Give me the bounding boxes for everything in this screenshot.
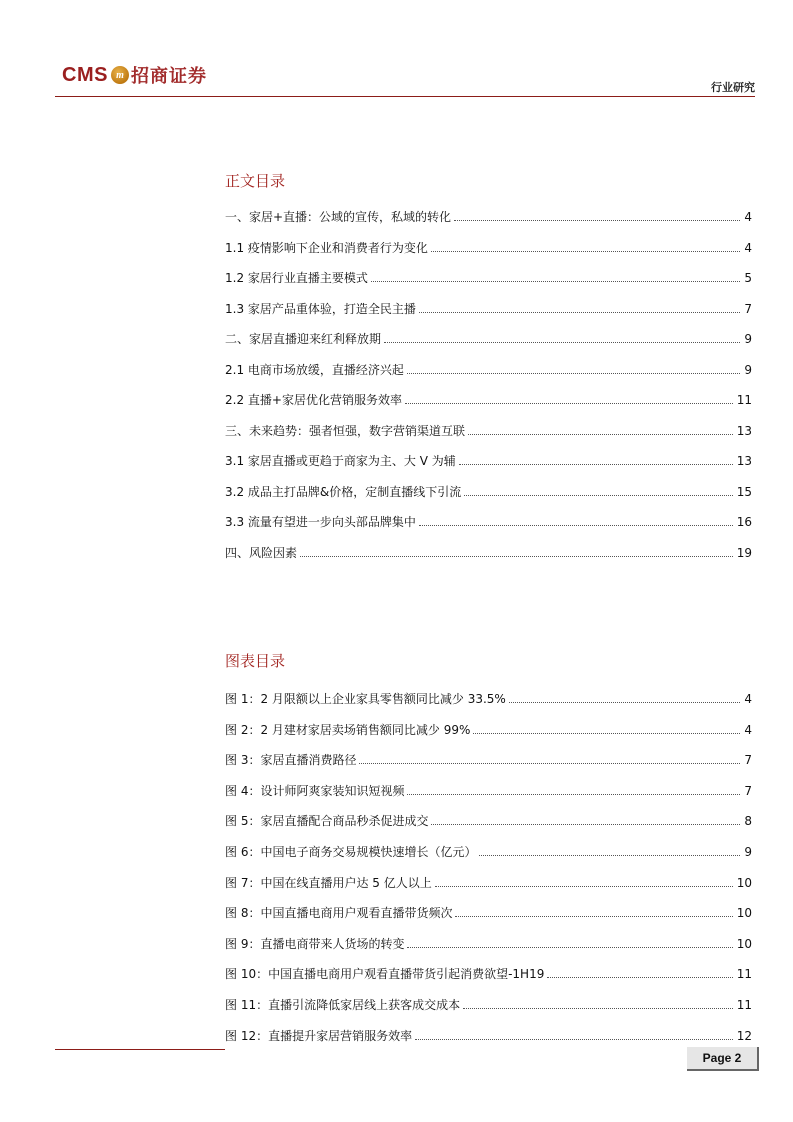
entry-page-number: 10	[736, 936, 752, 951]
figure-entry[interactable]	[225, 809, 752, 829]
cms-logo	[62, 62, 207, 88]
dot-leader	[431, 824, 740, 825]
figure-entry[interactable]	[225, 1024, 752, 1044]
entry-label: 三、未来趋势：强者恒强，数字营销渠道互联	[225, 423, 466, 438]
entry-page-number: 19	[736, 545, 752, 560]
dot-leader	[371, 281, 740, 282]
entry-label: 图 10：中国直播电商用户观看直播带货引起消费欲望-1H19	[225, 967, 545, 982]
entry-page-number: 11	[736, 967, 752, 982]
dot-leader	[468, 434, 733, 435]
entry-page-number: 8	[744, 814, 752, 829]
footer-divider	[55, 1049, 225, 1050]
report-type-tag: 行业研究	[711, 81, 755, 94]
figure-entry[interactable]	[225, 748, 752, 768]
toc-entry[interactable]	[225, 480, 752, 500]
entry-label: 一、家居+直播：公域的宣传，私域的转化	[225, 210, 452, 224]
dot-leader	[455, 916, 732, 917]
dot-leader	[407, 794, 740, 795]
entry-page-number: 13	[736, 423, 752, 438]
entry-label: 图 12：直播提升家居营销服务效率	[225, 1028, 413, 1043]
toc-entry[interactable]	[225, 205, 752, 225]
entry-label: 四、风险因素	[225, 545, 298, 560]
toc-title: 正文目录	[225, 172, 286, 190]
entry-label: 二、家居直播迎来红利释放期	[225, 332, 382, 346]
dot-leader	[431, 251, 740, 252]
entry-label: 3.1 家居直播或更趋于商家为主、大 V 为辅	[225, 454, 456, 468]
entry-label: 1.3 家居产品重体验，打造全民主播	[225, 301, 416, 316]
entry-label: 2.1 电商市场放缓，直播经济兴起	[225, 362, 404, 377]
figure-entry[interactable]	[225, 779, 752, 799]
entry-label: 图 1：2 月限额以上企业家具零售额同比减少 33.5%	[225, 692, 506, 706]
figure-entry[interactable]	[225, 993, 752, 1013]
entry-label: 图 8：中国直播电商用户观看直播带货频次	[225, 906, 453, 921]
dot-leader	[300, 556, 733, 557]
entry-page-number: 12	[736, 1028, 752, 1043]
dot-leader	[419, 312, 740, 313]
toc-entry[interactable]	[225, 297, 752, 317]
toc-list	[225, 205, 752, 571]
dot-leader	[479, 855, 740, 856]
entry-page-number: 16	[736, 515, 752, 529]
entry-page-number: 11	[736, 997, 752, 1012]
entry-label: 2.2 直播+家居优化营销服务效率	[225, 393, 402, 407]
entry-label: 图 3：家居直播消费路径	[225, 753, 357, 768]
figure-entry[interactable]	[225, 962, 752, 982]
dot-leader	[419, 525, 733, 526]
entry-label: 3.2 成品主打品牌&价格，定制直播线下引流	[225, 484, 462, 499]
dot-leader	[459, 464, 733, 465]
dot-leader	[473, 733, 740, 734]
entry-label: 图 9：直播电商带来人货场的转变	[225, 936, 405, 951]
dot-leader	[384, 342, 740, 343]
entry-page-number: 13	[736, 454, 752, 468]
toc-entry[interactable]	[225, 266, 752, 286]
entry-label: 1.1 疫情影响下企业和消费者行为变化	[225, 240, 428, 255]
entry-label: 图 2：2 月建材家居卖场销售额同比减少 99%	[225, 722, 471, 737]
figure-entry[interactable]	[225, 871, 752, 891]
dot-leader	[407, 947, 732, 948]
toc-entry[interactable]	[225, 510, 752, 530]
toc-entry[interactable]	[225, 236, 752, 256]
entry-label: 图 7：中国在线直播用户达 5 亿人以上	[225, 875, 432, 890]
dot-leader	[454, 220, 740, 221]
entry-page-number: 9	[744, 844, 752, 859]
entry-label: 图 6：中国电子商务交易规模快速增长（亿元）	[225, 844, 477, 859]
dot-leader	[405, 403, 733, 404]
entry-page-number: 7	[744, 783, 752, 798]
entry-page-number: 4	[744, 240, 752, 255]
dot-leader	[359, 763, 740, 764]
figure-entry[interactable]	[225, 687, 752, 707]
entry-page-number: 10	[736, 906, 752, 921]
toc-entry[interactable]	[225, 449, 752, 469]
entry-page-number: 4	[744, 210, 752, 224]
entry-label: 3.3 流量有望进一步向头部品牌集中	[225, 515, 416, 529]
entry-page-number: 5	[744, 271, 752, 285]
toc-entry[interactable]	[225, 419, 752, 439]
figures-title: 图表目录	[225, 652, 286, 670]
dot-leader	[547, 977, 732, 978]
logo-mark-icon: m	[111, 66, 129, 84]
figures-list	[225, 687, 752, 1054]
entry-page-number: 4	[744, 692, 752, 706]
dot-leader	[509, 702, 741, 703]
entry-page-number: 9	[744, 332, 752, 346]
logo-company-name: 招商证券	[130, 66, 207, 87]
figure-entry[interactable]	[225, 901, 752, 921]
entry-page-number: 9	[744, 362, 752, 377]
page-number-badge: Page 2	[687, 1047, 759, 1071]
page-header	[0, 0, 793, 100]
toc-entry[interactable]	[225, 327, 752, 347]
figure-entry[interactable]	[225, 718, 752, 738]
dot-leader	[435, 886, 733, 887]
dot-leader	[463, 1008, 733, 1009]
dot-leader	[407, 373, 740, 374]
entry-page-number: 10	[736, 875, 752, 890]
entry-label: 图 4：设计师阿爽家装知识短视频	[225, 783, 405, 798]
entry-page-number: 11	[736, 393, 752, 407]
dot-leader	[464, 495, 732, 496]
entry-page-number: 7	[744, 753, 752, 768]
dot-leader	[415, 1039, 733, 1040]
toc-entry[interactable]	[225, 388, 752, 408]
entry-label: 1.2 家居行业直播主要模式	[225, 271, 368, 285]
entry-label: 图 11：直播引流降低家居线上获客成交成本	[225, 997, 461, 1012]
logo-text: CMS	[62, 63, 108, 86]
figure-entry[interactable]	[225, 932, 752, 952]
toc-entry[interactable]	[225, 541, 752, 561]
entry-label: 图 5：家居直播配合商品秒杀促进成交	[225, 814, 429, 829]
header-divider	[55, 96, 755, 97]
entry-page-number: 15	[736, 484, 752, 499]
toc-entry[interactable]	[225, 358, 752, 378]
figure-entry[interactable]	[225, 840, 752, 860]
entry-page-number: 7	[744, 301, 752, 316]
entry-page-number: 4	[744, 722, 752, 737]
